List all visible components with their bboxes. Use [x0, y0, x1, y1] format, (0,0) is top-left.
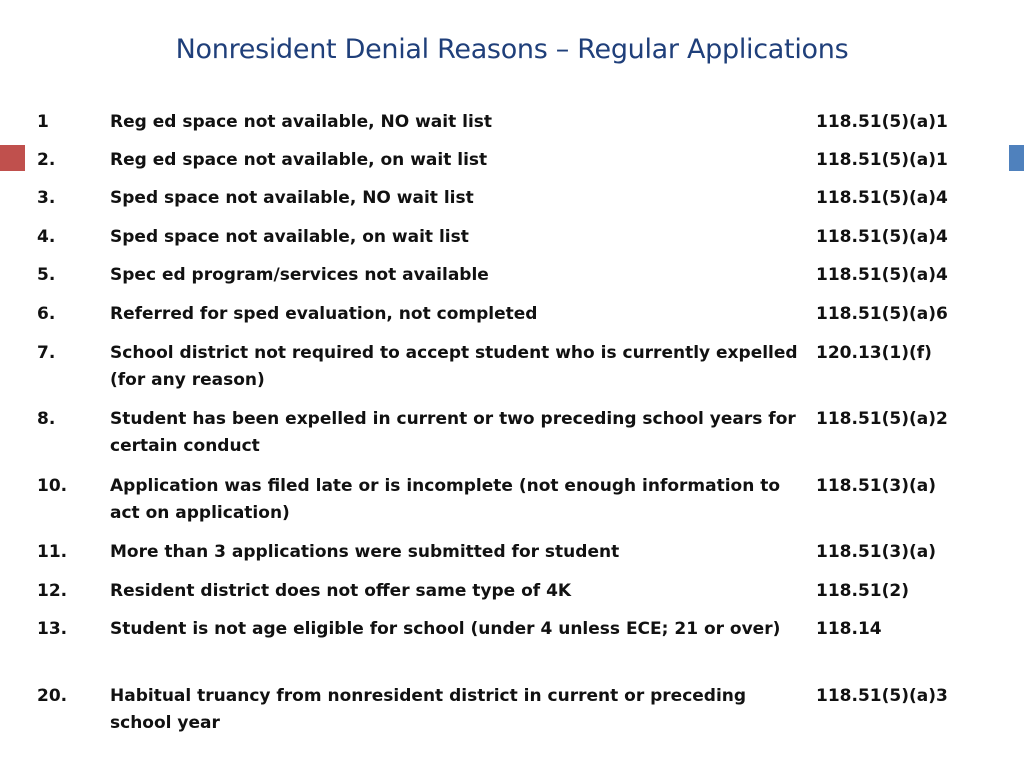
item-description: Student has been expelled in current or two preceding school years for certain conduct — [110, 409, 796, 456]
item-number: 3. — [37, 188, 56, 208]
item-description: Sped space not available, on wait list — [110, 227, 469, 247]
item-number: 11. — [37, 542, 68, 562]
item-description: Spec ed program/services not available — [110, 265, 489, 285]
slide-title: Nonresident Denial Reasons – Regular Applications — [175, 34, 849, 65]
statute-reference: 118.51(5)(a)1 — [816, 112, 948, 132]
statute-reference: 120.13(1)(f) — [816, 343, 932, 363]
item-number: 13. — [37, 619, 68, 639]
statute-reference: 118.51(5)(a)4 — [816, 265, 948, 285]
item-description: Student is not age eligible for school (under 4 unless ECE; 21 or over) — [110, 619, 781, 639]
statute-reference: 118.51(5)(a)3 — [816, 686, 948, 706]
item-description: Reg ed space not available, NO wait list — [110, 112, 493, 132]
item-description: Application was filed late or is incomplete (not enough information to act on application) — [110, 476, 781, 523]
item-description: More than 3 applications were submitted for student — [110, 542, 620, 562]
statute-reference: 118.51(5)(a)4 — [816, 227, 948, 247]
item-description: Resident district does not offer same type of 4K — [110, 581, 572, 601]
statute-reference: 118.51(5)(a)1 — [816, 150, 948, 170]
statute-reference: 118.51(2) — [816, 581, 909, 601]
statute-reference: 118.51(5)(a)6 — [816, 304, 948, 324]
item-number: 6. — [37, 304, 56, 324]
item-number: 8. — [37, 409, 56, 429]
item-number: 2. — [37, 150, 56, 170]
item-description: School district not required to accept student who is currently expelled (for any reason) — [110, 343, 798, 390]
item-number: 7. — [37, 343, 56, 363]
item-description: Habitual truancy from nonresident district in current or preceding school year — [110, 686, 747, 733]
item-number: 1 — [37, 112, 49, 132]
statute-reference: 118.51(3)(a) — [816, 476, 936, 496]
item-number: 12. — [37, 581, 68, 601]
item-description: Referred for sped evaluation, not completed — [110, 304, 538, 324]
statute-reference: 118.51(3)(a) — [816, 542, 936, 562]
item-description: Sped space not available, NO wait list — [110, 188, 474, 208]
item-number: 5. — [37, 265, 56, 285]
item-number: 20. — [37, 686, 68, 706]
statute-reference: 118.14 — [816, 619, 882, 639]
item-number: 10. — [37, 476, 68, 496]
statute-reference: 118.51(5)(a)4 — [816, 188, 948, 208]
item-number: 4. — [37, 227, 56, 247]
item-description: Reg ed space not available, on wait list — [110, 150, 488, 170]
statute-reference: 118.51(5)(a)2 — [816, 409, 948, 429]
